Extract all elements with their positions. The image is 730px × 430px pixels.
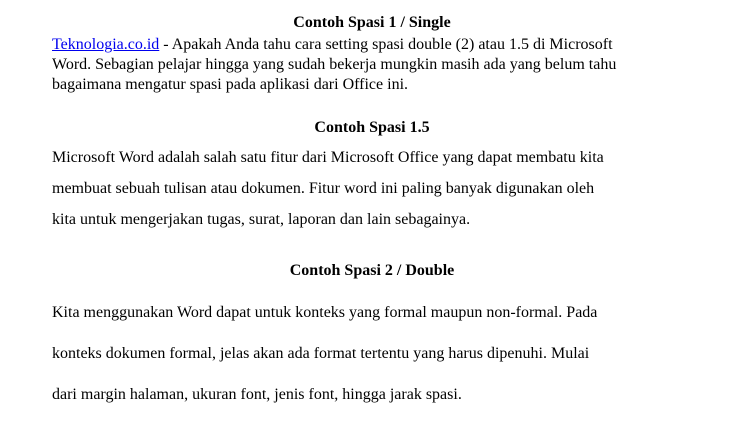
paragraph-single-line-1-text: - Apakah Anda tahu cara setting spasi double (2) atau 1.5 di Microsoft (159, 36, 613, 53)
paragraph-double-line-3: dari margin halaman, ukuran font, jenis font, hingga jarak spasi. (52, 386, 462, 403)
paragraph-one-half-line-3: kita untuk mengerjakan tugas, surat, laporan dan lain sebagainya. (52, 211, 471, 228)
paragraph-single-line-2: Word. Sebagian pelajar hingga yang sudah bekerja mungkin masih ada yang belum tahu (52, 56, 617, 73)
teknologia-link[interactable]: Teknologia.co.id (52, 36, 160, 53)
paragraph-double-line-1: Kita menggunakan Word dapat untuk konteks yang formal maupun non-formal. Pada (52, 304, 598, 321)
heading-spasi-1-5: Contoh Spasi 1.5 (314, 119, 430, 136)
paragraph-one-half-line-2: membuat sebuah tulisan atau dokumen. Fitur word ini paling banyak digunakan oleh (52, 180, 595, 197)
paragraph-double-line-2: konteks dokumen formal, jelas akan ada format tertentu yang harus dipenuhi. Mulai (52, 345, 590, 362)
paragraph-one-half-line-1: Microsoft Word adalah salah satu fitur dari Microsoft Office yang dapat membatu kita (52, 149, 604, 166)
heading-spasi-double: Contoh Spasi 2 / Double (289, 262, 455, 279)
paragraph-single-line-1 (52, 35, 613, 55)
heading-spasi-single: Contoh Spasi 1 / Single (293, 14, 451, 31)
paragraph-single-line-3: bagaimana mengatur spasi pada aplikasi dari Office ini. (52, 76, 409, 93)
